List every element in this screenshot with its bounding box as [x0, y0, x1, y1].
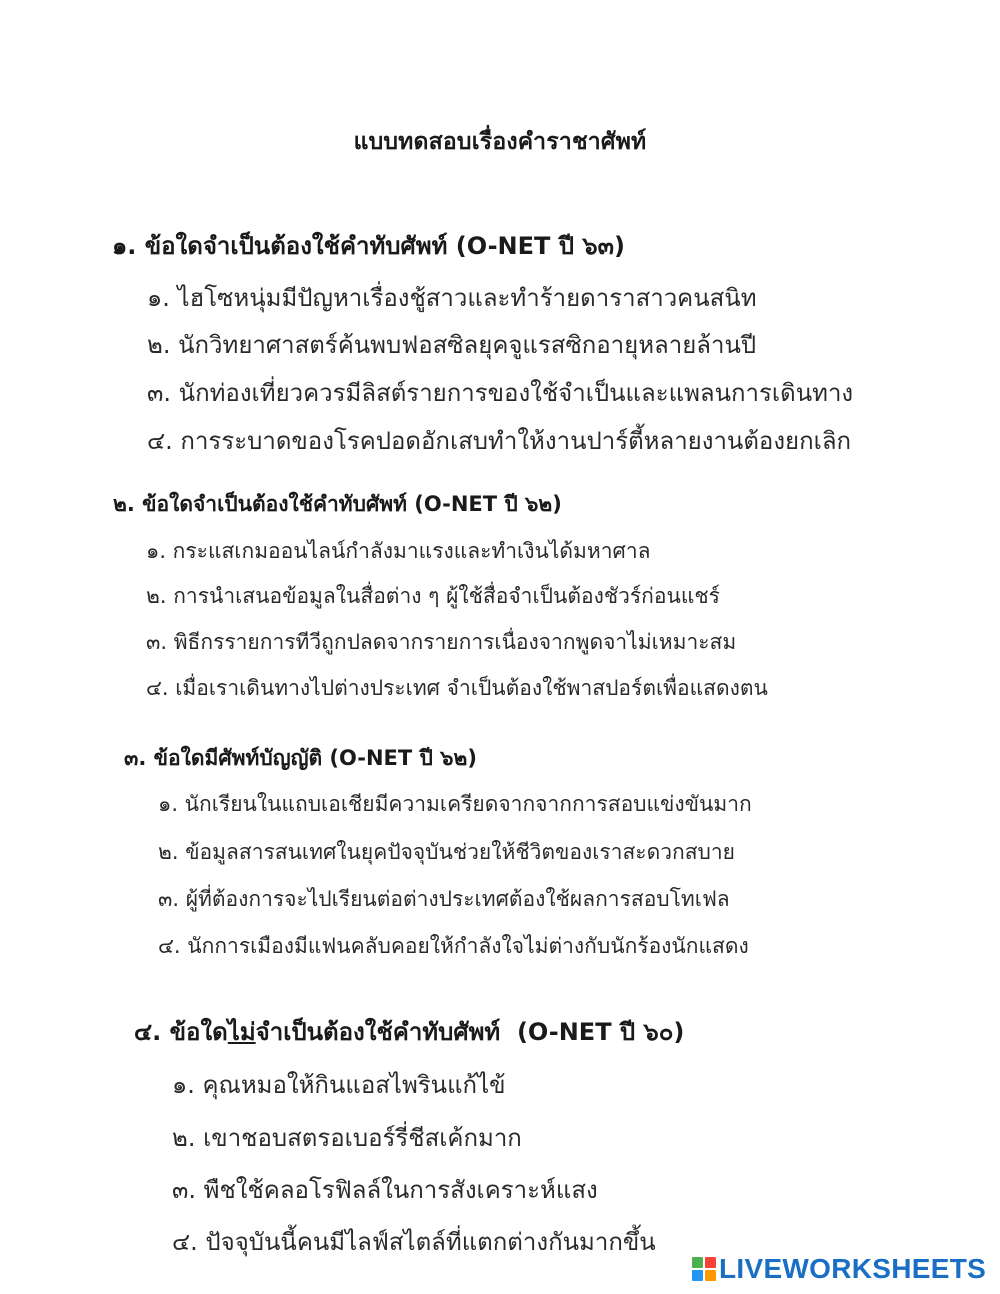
logo-square-red [705, 1257, 716, 1268]
question-4-option-3: ๓. พืชใช้คลอโรฟิลล์ในการสังเคราะห์แสง [172, 1176, 598, 1204]
question-1-option-1: ๑. ไฮโซหนุ่มมีปัญหาเรื่องชู้สาวและทำร้ายดาราสาวคนสนิท [147, 284, 757, 312]
question-2-option-2: ๒. การนำเสนอข้อมูลในสื่อต่าง ๆ ผู้ใช้สื่อจำเป็นต้องชัวร์ก่อนแชร์ [146, 584, 720, 608]
question-4-prompt-underlined: ไม่ [227, 1018, 256, 1046]
question-4-option-4: ๔. ปัจจุบันนี้คนมีไลฟ์สไตล์ที่แตกต่างกันมากขึ้น [172, 1228, 656, 1256]
logo-square-green [692, 1257, 703, 1268]
question-3-option-2: ๒. ข้อมูลสารสนเทศในยุคปัจจุบันช่วยให้ชีวิตของเราสะดวกสบาย [158, 840, 735, 864]
question-2-prompt: ๒. ข้อใดจำเป็นต้องใช้คำทับศัพท์ (O-NET ปี ๖๒) [113, 492, 562, 516]
question-4-option-2: ๒. เขาชอบสตรอเบอร์รี่ชีสเค้กมาก [172, 1124, 522, 1152]
question-2-option-3: ๓. พิธีกรรายการทีวีถูกปลดจากรายการเนื่องจากพูดจาไม่เหมาะสม [146, 630, 737, 654]
question-1-option-4: ๔. การระบาดของโรคปอดอักเสบทำให้งานปาร์ตี้หลายงานต้องยกเลิก [147, 427, 852, 455]
liveworksheets-logo-text: LIVEWORKSHEETS [719, 1253, 987, 1284]
question-3-option-4: ๔. นักการเมืองมีแฟนคลับคอยให้กำลังใจไม่ต่างกับนักร้องนักแสดง [158, 934, 749, 958]
question-4-prompt-end: จำเป็นต้องใช้คำทับศัพท์ (O-NET ปี ๖๐) [255, 1018, 685, 1046]
worksheet-title: แบบทดสอบเรื่องคำราชาศัพท์ [353, 129, 647, 155]
question-2-option-1: ๑. กระแสเกมออนไลน์กำลังมาแรงและทำเงินได้มหาศาล [146, 539, 651, 563]
question-1-prompt: ๑. ข้อใดจำเป็นต้องใช้คำทับศัพท์ (O-NET ปี ๖๓) [112, 232, 625, 260]
liveworksheets-logo-icon [692, 1257, 716, 1281]
question-1-option-3: ๓. นักท่องเที่ยวควรมีลิสต์รายการของใช้จำเป็นและแพลนการเดินทาง [147, 379, 854, 407]
question-1-option-2: ๒. นักวิทยาศาสตร์ค้นพบฟอสซิลยุคจูแรสซิกอายุหลายล้านปี [147, 331, 757, 359]
question-3-option-3: ๓. ผู้ที่ต้องการจะไปเรียนต่อต่างประเทศต้องใช้ผลการสอบโทเฟล [158, 887, 730, 911]
question-4-option-1: ๑. คุณหมอให้กินแอสไพรินแก้ไข้ [172, 1071, 506, 1099]
question-4-prompt [134, 1012, 684, 1051]
question-3-option-1: ๑. นักเรียนในแถบเอเชียมีความเครียดจากจากการสอบแข่งขันมาก [158, 792, 752, 816]
liveworksheets-logo [692, 1254, 986, 1284]
question-2-option-4: ๔. เมื่อเราเดินทางไปต่างประเทศ จำเป็นต้องใช้พาสปอร์ตเพื่อแสดงตน [146, 676, 768, 700]
logo-square-blue [692, 1270, 703, 1281]
question-3-prompt: ๓. ข้อใดมีศัพท์บัญญัติ (O-NET ปี ๖๒) [124, 746, 477, 770]
logo-square-orange [705, 1270, 716, 1281]
question-4-prompt-start: ๔. ข้อใด [134, 1018, 228, 1046]
